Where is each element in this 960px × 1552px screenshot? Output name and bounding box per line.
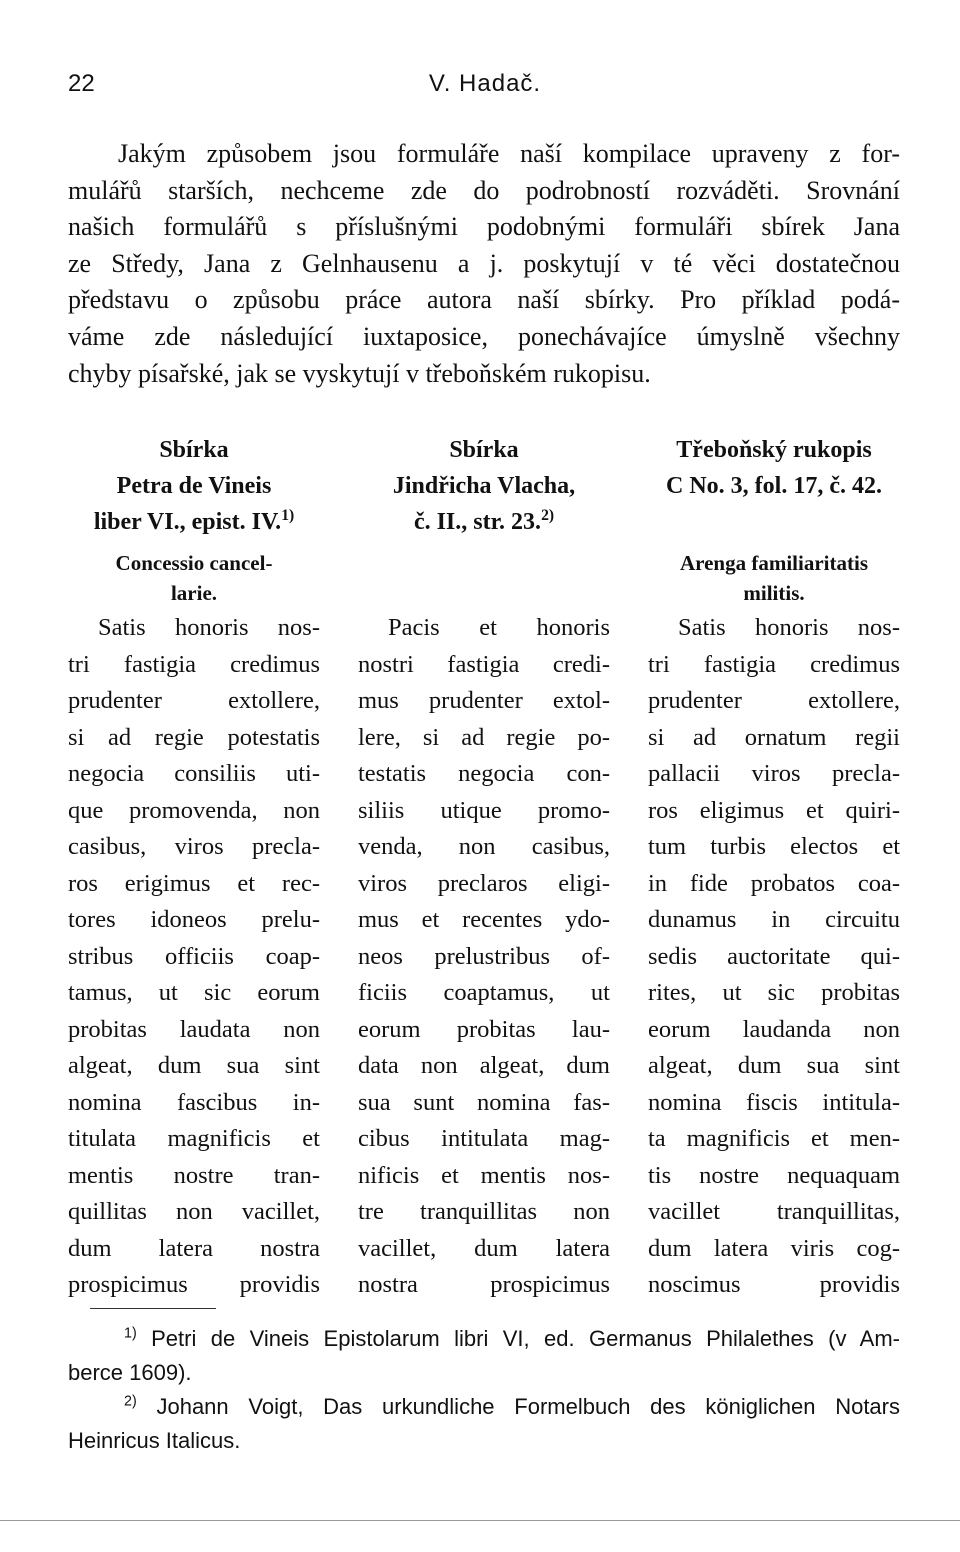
text-line: venda, non casibus, (358, 833, 610, 860)
column-heading (648, 432, 900, 540)
text-line: noscimus providis (648, 1271, 900, 1298)
text-line: lere, si ad regie po- (358, 723, 610, 751)
intro-paragraph (68, 136, 900, 392)
column-jindrich-vlach (358, 432, 610, 1304)
heading-line: Jindřicha Vlacha, (392, 473, 576, 499)
text-line: probitas laudata non (68, 1015, 320, 1043)
text-line: nostri fastigia credi- (358, 650, 610, 678)
column-text (648, 610, 900, 1304)
text-line: data non algeat, dum (358, 1052, 610, 1079)
text-line: dum latera nostra (68, 1234, 320, 1262)
text-line: viros preclaros eligi- (358, 869, 610, 897)
text-line: titulata magnificis et (68, 1125, 320, 1152)
footnote-ref: 2) (541, 507, 555, 524)
text-line: ros eligimus et quiri- (648, 796, 900, 824)
text-line: Pacis et honoris (388, 614, 610, 641)
intro-line: chyby písařské, jak se vyskytují v třeboňském rukopisu. (68, 358, 651, 388)
text-line: tamus, ut sic eorum (68, 979, 320, 1006)
subheading-line: Concessio cancel- (115, 551, 273, 575)
text-line: Satis honoris nos- (98, 614, 320, 641)
text-line: neos prelustribus of- (358, 942, 610, 970)
text-line: pallacii viros precla- (648, 760, 900, 787)
text-line: mus et recentes ydo- (358, 906, 610, 933)
footnote-text: Johann Voigt, Das urkundliche Formelbuch des königlichen Notars (156, 1394, 900, 1419)
text-line: vacillet tranquillitas, (648, 1198, 900, 1225)
footnote-divider (90, 1308, 216, 1309)
heading-line: č. II., str. 23. (413, 509, 542, 535)
heading-line: C No. 3, fol. 17, č. 42. (666, 473, 882, 499)
text-line: quillitas non vacillet, (68, 1198, 320, 1225)
text-line: eorum laudanda non (648, 1015, 900, 1043)
intro-line: Jakým způsobem jsou formuláře naší kompilace upraveny z for- (118, 139, 900, 168)
text-line: ros erigimus et rec- (68, 869, 320, 897)
text-line: Satis honoris nos- (678, 614, 900, 641)
footnote-text: berce 1609). (68, 1360, 192, 1385)
subheading-line: militis. (743, 581, 805, 605)
text-line: vacillet, dum latera (358, 1234, 610, 1262)
text-line: nomina fiscis intitula- (648, 1088, 900, 1116)
column-text (358, 610, 610, 1304)
text-line: mentis nostre tran- (68, 1161, 320, 1189)
page-bottom-line (0, 1520, 960, 1521)
intro-line: představu o způsobu práce autora naší sbírky. Pro příklad podá- (68, 285, 900, 315)
text-line: mus prudenter extol- (358, 687, 610, 714)
column-trebon-manuscript (648, 432, 900, 1304)
footnote-ref: 1) (281, 507, 295, 524)
text-line: prudenter extollere, (68, 687, 320, 714)
text-line: rites, ut sic probitas (648, 979, 900, 1006)
footnote-marker: 2) (124, 1393, 137, 1410)
text-line: siliis utique promo- (358, 796, 610, 824)
text-line: nostra prospicimus (358, 1271, 610, 1298)
text-line: sua sunt nomina fas- (358, 1088, 610, 1116)
text-line: sedis auctoritate qui- (648, 942, 900, 970)
text-line: que promovenda, non (68, 796, 320, 824)
column-heading (358, 432, 610, 540)
text-line: algeat, dum sua sint (68, 1052, 320, 1079)
column-heading (68, 432, 320, 540)
subheading-line: Arenga familiaritatis (680, 551, 868, 575)
text-line: tri fastigia credimus (68, 650, 320, 678)
text-line: tis nostre nequaquam (648, 1161, 900, 1189)
text-line: tores idoneos prelu- (68, 906, 320, 933)
text-line: dum latera viris cog- (648, 1234, 900, 1262)
text-line: tre tranquillitas non (358, 1198, 610, 1225)
text-line: in fide probatos coa- (648, 869, 900, 897)
text-line: prospicimus providis (68, 1271, 320, 1298)
text-line: nificis et mentis nos- (358, 1161, 610, 1189)
footnote-text: Heinricus Italicus. (68, 1428, 241, 1453)
text-line: tri fastigia credimus (648, 650, 900, 678)
text-line: dunamus in circuitu (648, 906, 900, 933)
column-subheading (68, 548, 320, 610)
text-line: si ad ornatum regii (648, 723, 900, 751)
text-line: algeat, dum sua sint (648, 1052, 900, 1079)
text-line: eorum probitas lau- (358, 1015, 610, 1043)
text-line: si ad regie potestatis (68, 723, 320, 751)
heading-line: Třeboňský rukopis (676, 437, 872, 463)
text-line: testatis negocia con- (358, 760, 610, 787)
text-line: casibus, viros precla- (68, 833, 320, 860)
text-line: prudenter extollere, (648, 687, 900, 714)
running-head-author: V. Hadač. (428, 70, 542, 97)
column-subheading (358, 548, 610, 610)
heading-line: Petra de Vineis (116, 473, 272, 499)
column-text (68, 610, 320, 1304)
footnotes (68, 1322, 900, 1458)
text-line: ta magnificis et men- (648, 1125, 900, 1152)
intro-line: mulářů starších, nechceme zde do podrobností rozváděti. Srovnání (68, 175, 900, 205)
text-line: nomina fascibus in- (68, 1088, 320, 1116)
text-line: ficiis coaptamus, ut (358, 979, 610, 1006)
footnote-marker: 1) (124, 1325, 137, 1342)
subheading-line: larie. (170, 581, 218, 605)
text-line: negocia consiliis uti- (68, 760, 320, 787)
page-number: 22 (68, 70, 95, 97)
footnote-text: Petri de Vineis Epistolarum libri VI, ed. Germanus Philalethes (v Am- (151, 1326, 900, 1351)
text-line: stribus officiis coap- (68, 942, 320, 970)
intro-line: váme zde následující iuxtaposice, ponechávajíce úmyslně všechny (68, 321, 900, 351)
text-line: cibus intitulata mag- (358, 1125, 610, 1152)
page-header (68, 70, 902, 110)
heading-line: liber VI., epist. IV. (93, 509, 282, 535)
intro-line: našich formulářů s příslušnými podobnými formuláři sbírek Jana (68, 212, 900, 242)
intro-line: ze Středy, Jana z Gelnhausenu a j. poskytují v té věci dostatečnou (68, 248, 900, 278)
heading-line: Sbírka (159, 437, 229, 463)
column-petrus-de-vineis (68, 432, 320, 1304)
column-subheading (648, 548, 900, 610)
heading-line: Sbírka (449, 437, 519, 463)
text-line: tum turbis electos et (648, 833, 900, 860)
